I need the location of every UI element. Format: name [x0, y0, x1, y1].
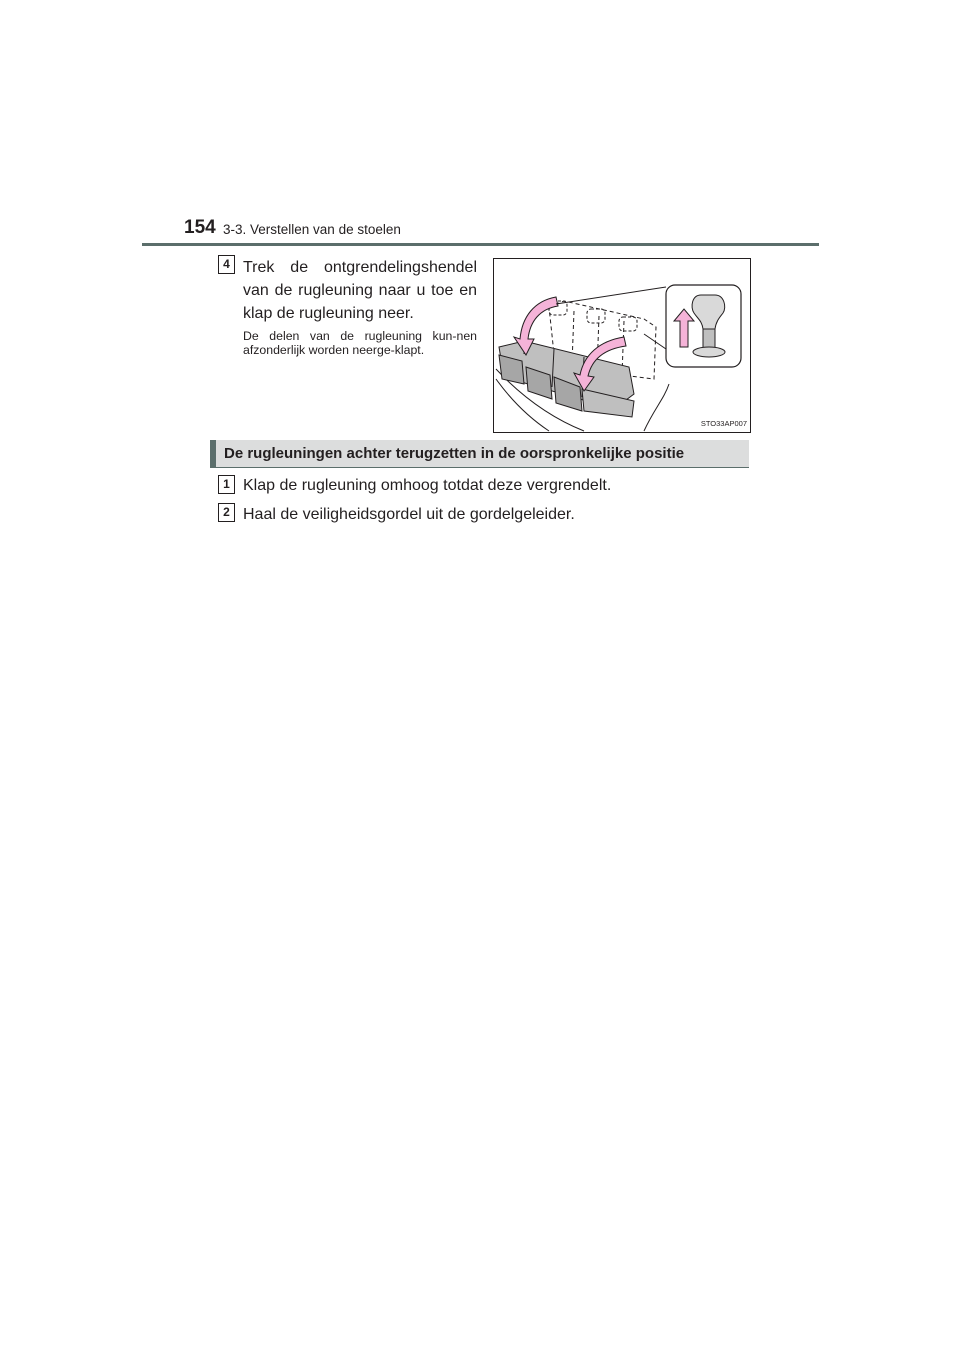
figure-code: STO33AP007 [700, 419, 747, 428]
header-divider [142, 243, 819, 246]
page-number: 154 [184, 217, 216, 238]
step-badge-4: 4 [218, 255, 235, 274]
headrest-center [587, 309, 605, 323]
folded-seat-drawing [494, 259, 750, 432]
headrest-right [619, 317, 637, 331]
section-heading-underline [210, 467, 749, 468]
step-badge-1: 1 [218, 475, 235, 494]
section-title: 3-3. Verstellen van de stoelen [223, 222, 401, 237]
step-1-instruction: Klap de rugleuning omhoog totdat deze vergrendelt. [243, 477, 612, 494]
step-2-instruction: Haal de veiligheidsgordel uit de gordelgeleider. [243, 506, 575, 523]
seat-fold-illustration [493, 258, 751, 433]
section-heading: De rugleuningen achter terugzetten in de oorspronkelijke positie [210, 440, 749, 467]
step-badge-2: 2 [218, 503, 235, 522]
step-4-note: De delen van de rugleuning kun-nen afzonderlijk worden neerge-klapt. [243, 329, 477, 358]
step-4-instruction: Trek de ontgrendelingshendel van de rugleuning naar u toe en klap de rugleuning neer. [243, 259, 477, 322]
